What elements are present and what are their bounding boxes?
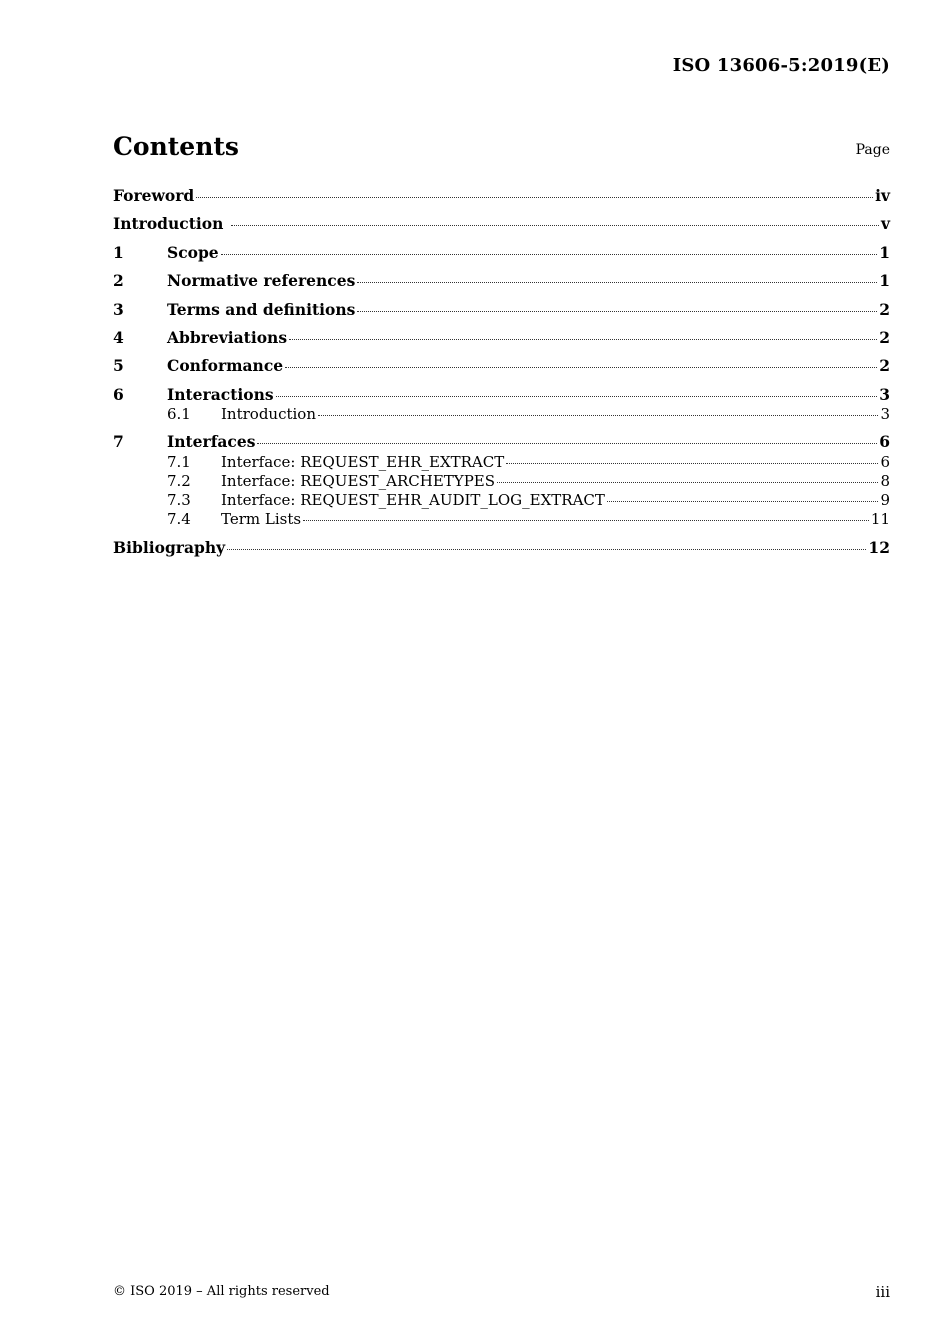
toc-entry-title: Introduction [221, 405, 316, 423]
dot-leader [285, 367, 877, 368]
toc-subentry-request-ehr-audit-log-extract[interactable] [113, 491, 890, 509]
dot-leader [357, 311, 877, 312]
toc-entry-number: 7.4 [167, 510, 191, 528]
page-column-label: Page [855, 142, 890, 158]
toc-entry-page: 6 [880, 453, 890, 471]
toc-entry-title: Scope [167, 243, 219, 262]
dot-leader [257, 443, 877, 444]
toc-subentry-introduction[interactable] [113, 405, 890, 423]
toc-entry-title: Interface: REQUEST_ARCHETYPES [221, 472, 496, 490]
toc-entry-number: 1 [113, 243, 124, 262]
dot-leader [231, 225, 879, 226]
toc-entry-page: 9 [880, 491, 890, 509]
toc-entry-page: 1 [879, 271, 890, 290]
toc-entry-interactions[interactable] [113, 385, 890, 404]
toc-subentry-request-ehr-extract[interactable] [113, 453, 890, 471]
dot-leader [357, 282, 877, 283]
toc-entry-number: 7.2 [167, 472, 191, 490]
toc-entry-title: Interactions [167, 385, 274, 404]
toc-entry-page: 11 [870, 510, 890, 528]
toc-entry-page: 1 [879, 243, 890, 262]
toc-entry-page: v [880, 214, 890, 233]
copyright-notice: © ISO 2019 – All rights reserved [113, 1284, 330, 1299]
toc-entry-title: Foreword [113, 186, 195, 205]
toc-entry-page: 2 [879, 356, 890, 375]
toc-entry-title: Introduction [113, 214, 224, 233]
toc-entry-page: 3 [880, 405, 890, 423]
toc-entry-title: Interfaces [167, 432, 256, 451]
dot-leader [497, 482, 878, 483]
dot-leader [289, 339, 877, 340]
toc-entry-bibliography[interactable] [113, 538, 890, 557]
toc-entry-title: Conformance [167, 356, 284, 375]
toc-entry-conformance[interactable] [113, 356, 890, 375]
toc-entry-number: 3 [113, 300, 124, 319]
dot-leader [227, 549, 866, 550]
toc-entry-number: 7 [113, 432, 124, 451]
toc-entry-terms-and-definitions[interactable] [113, 300, 890, 319]
toc-entry-page: 3 [879, 385, 890, 404]
toc-entry-title: Terms and definitions [167, 300, 356, 319]
toc-entry-number: 6 [113, 385, 124, 404]
toc-entry-number: 2 [113, 271, 124, 290]
toc-entry-page: 6 [879, 432, 890, 451]
toc-entry-number: 4 [113, 328, 124, 347]
contents-heading: Contents [113, 132, 240, 161]
toc-entry-title: Interface: REQUEST_EHR_EXTRACT [221, 453, 505, 471]
toc-entry-number: 5 [113, 356, 124, 375]
toc-entry-page: 12 [868, 538, 890, 557]
toc-entry-number: 7.3 [167, 491, 191, 509]
toc-entry-foreword[interactable] [113, 186, 890, 205]
dot-leader [303, 520, 869, 521]
dot-leader [196, 197, 873, 198]
toc-entry-page: 8 [880, 472, 890, 490]
toc-entry-number: 6.1 [167, 405, 191, 423]
toc-entry-page: 2 [879, 300, 890, 319]
toc-entry-title: Normative references [167, 271, 356, 290]
toc-entry-abbreviations[interactable] [113, 328, 890, 347]
toc-subentry-request-archetypes[interactable] [113, 472, 890, 490]
toc-entry-interfaces[interactable] [113, 432, 890, 451]
toc-entry-normative-references[interactable] [113, 271, 890, 290]
page-number: iii [875, 1283, 890, 1301]
toc-entry-introduction[interactable] [113, 214, 890, 233]
dot-leader [506, 463, 878, 464]
dot-leader [221, 254, 878, 255]
toc-entry-page: 2 [879, 328, 890, 347]
toc-entry-title: Abbreviations [167, 328, 288, 347]
toc-entry-title: Bibliography [113, 538, 226, 557]
toc-entry-number: 7.1 [167, 453, 191, 471]
document-id: ISO 13606-5:2019(E) [672, 55, 890, 76]
dot-leader [607, 501, 879, 502]
toc-entry-title: Interface: REQUEST_EHR_AUDIT_LOG_EXTRACT [221, 491, 605, 509]
toc-subentry-term-lists[interactable] [113, 510, 890, 528]
toc-entry-scope[interactable] [113, 243, 890, 262]
toc-entry-title: Term Lists [221, 510, 302, 528]
dot-leader [318, 415, 878, 416]
toc-entry-page: iv [875, 186, 890, 205]
dot-leader [276, 396, 878, 397]
